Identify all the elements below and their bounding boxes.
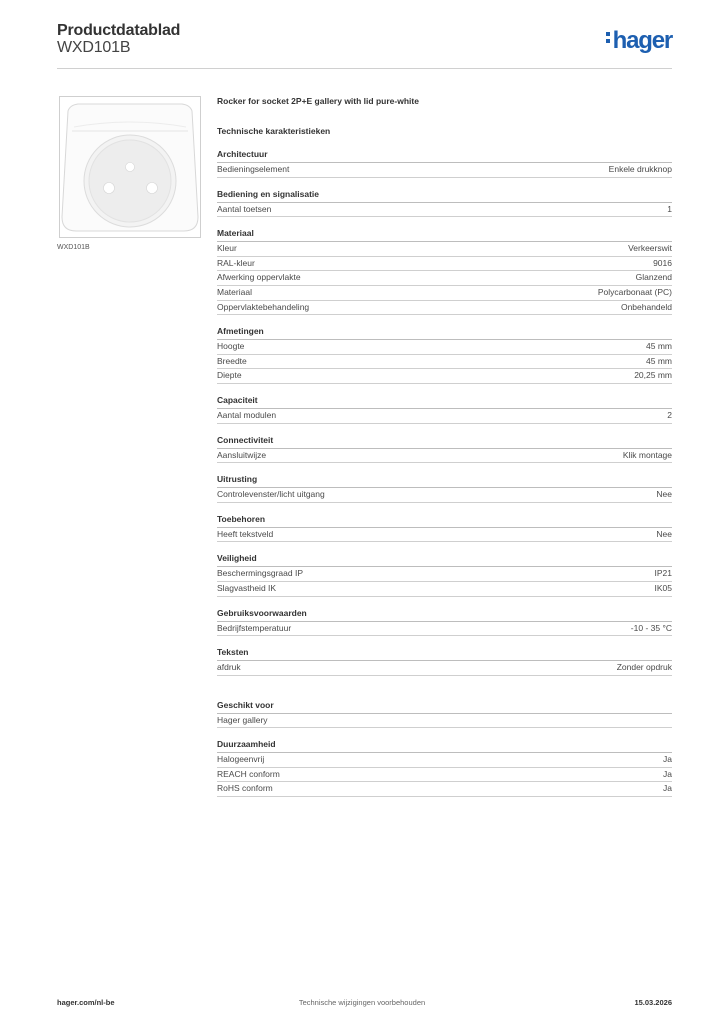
- section-heading: Bediening en signalisatie: [217, 189, 672, 203]
- spec-row: [217, 355, 672, 370]
- spec-section: [217, 514, 672, 543]
- spec-label: Aantal toetsen: [217, 203, 272, 214]
- section-heading: Geschikt voor: [217, 700, 672, 714]
- spec-label: Bedrijfstemperatuur: [217, 622, 292, 633]
- spec-label: Halogeenvrij: [217, 754, 265, 765]
- spec-label: RAL-kleur: [217, 257, 255, 268]
- spec-label: Materiaal: [217, 286, 252, 297]
- header-divider: [57, 68, 672, 69]
- spec-label: Bedieningselement: [217, 164, 290, 174]
- section-heading: Uitrusting: [217, 474, 672, 488]
- logo-text: hager: [612, 27, 672, 54]
- spec-row: [217, 271, 672, 286]
- spec-section: [217, 700, 672, 729]
- spec-value: -10 - 35 °C: [630, 622, 672, 633]
- spec-value: Klik montage: [622, 449, 672, 460]
- spec-row: [217, 528, 672, 543]
- spec-value: 2: [667, 409, 672, 420]
- page-title: Productdatablad: [57, 22, 181, 39]
- spec-row: [217, 340, 672, 355]
- spec-section: [217, 228, 672, 315]
- footer-disclaimer: Technische wijzigingen voorbehouden: [298, 998, 426, 1007]
- spec-value: 1: [667, 203, 672, 214]
- spec-value: Zonder opdruk: [616, 662, 672, 673]
- tech-title: Technische karakteristieken: [217, 126, 331, 136]
- spec-label: REACH conform: [217, 768, 280, 779]
- spec-label: Controlevenster/licht uitgang: [217, 489, 325, 500]
- spec-value: Polycarbonaat (PC): [597, 286, 672, 297]
- product-title: Rocker for socket 2P+E gallery with lid pure-white: [217, 96, 419, 106]
- spec-value: IK05: [654, 582, 672, 593]
- hager-logo: [606, 27, 672, 55]
- section-heading: Afmetingen: [217, 326, 672, 340]
- section-heading: Toebehoren: [217, 514, 672, 528]
- section-heading: Connectiviteit: [217, 435, 672, 449]
- spec-label: RoHS conform: [217, 783, 273, 794]
- spec-value: Ja: [663, 783, 672, 794]
- spec-label: Afwerking oppervlakte: [217, 272, 301, 283]
- spec-row: [217, 301, 672, 316]
- section-heading: Capaciteit: [217, 395, 672, 409]
- spec-row: [217, 661, 672, 676]
- spec-label: Oppervlaktebehandeling: [217, 301, 310, 312]
- spec-section: [217, 189, 672, 218]
- spec-content: [217, 93, 672, 797]
- spec-value: Ja: [663, 768, 672, 779]
- spec-row: [217, 582, 672, 597]
- spec-label: Beschermingsgraad IP: [217, 568, 303, 579]
- section-heading: Teksten: [217, 647, 672, 661]
- spec-row: [217, 622, 672, 637]
- spec-row: [217, 242, 672, 257]
- spec-label: Hoogte: [217, 341, 245, 352]
- spec-value: Nee: [656, 528, 672, 539]
- spec-row: [217, 257, 672, 272]
- spec-row: [217, 286, 672, 301]
- spec-value: Onbehandeld: [620, 301, 672, 312]
- spec-row: [217, 782, 672, 797]
- spec-section: [217, 608, 672, 637]
- spec-section: [217, 474, 672, 503]
- spec-sections: [217, 149, 672, 797]
- spec-label: Slagvastheid IK: [217, 582, 277, 593]
- spec-section: [217, 647, 672, 676]
- spec-label: afdruk: [217, 662, 241, 673]
- spec-row: [217, 753, 672, 768]
- spec-section: [217, 326, 672, 384]
- section-heading: Architectuur: [217, 149, 672, 163]
- logo-dots-icon: [606, 29, 611, 46]
- spec-value: 45 mm: [646, 341, 672, 352]
- socket-cover-icon: [60, 97, 200, 237]
- photo-caption: WXD101B: [57, 244, 90, 251]
- spec-value: IP21: [654, 568, 672, 579]
- spec-label: Kleur: [217, 243, 237, 254]
- spec-section: [217, 553, 672, 596]
- spec-label: Heeft tekstveld: [217, 528, 274, 539]
- spec-value: 20,25 mm: [634, 370, 672, 381]
- product-code: WXD101B: [57, 39, 131, 56]
- spec-row: [217, 714, 672, 729]
- spec-row: [217, 369, 672, 384]
- footer-website: hager.com/nl-be: [57, 998, 115, 1007]
- spec-row: [217, 567, 672, 582]
- spec-row: [217, 163, 672, 178]
- spec-value: Enkele drukknop: [608, 164, 672, 174]
- spec-value: Nee: [656, 489, 672, 500]
- spec-row: [217, 449, 672, 464]
- spec-value: 45 mm: [646, 355, 672, 366]
- spec-section: [217, 395, 672, 424]
- spec-label: Aansluitwijze: [217, 449, 267, 460]
- section-heading: Veiligheid: [217, 553, 672, 567]
- section-heading: Gebruiksvoorwaarden: [217, 608, 672, 622]
- spec-label: Hager gallery: [217, 714, 268, 725]
- spec-label: Aantal modulen: [217, 409, 277, 420]
- section-heading: Duurzaamheid: [217, 739, 672, 753]
- spec-row: [217, 768, 672, 783]
- spec-row: [217, 409, 672, 424]
- footer-date: 15.03.2026: [634, 998, 672, 1007]
- spec-label: Breedte: [217, 355, 247, 366]
- spec-section: [217, 739, 672, 797]
- section-heading: Materiaal: [217, 228, 672, 242]
- spec-value: Verkeerswit: [628, 243, 672, 254]
- spec-value: 9016: [653, 257, 672, 268]
- spec-value: Ja: [663, 754, 672, 765]
- spec-section: [217, 149, 672, 178]
- spec-row: [217, 488, 672, 503]
- spec-row: [217, 203, 672, 218]
- spec-section: [217, 435, 672, 464]
- product-image: [59, 96, 201, 238]
- spec-value: Glanzend: [635, 272, 672, 283]
- spec-label: Diepte: [217, 370, 242, 381]
